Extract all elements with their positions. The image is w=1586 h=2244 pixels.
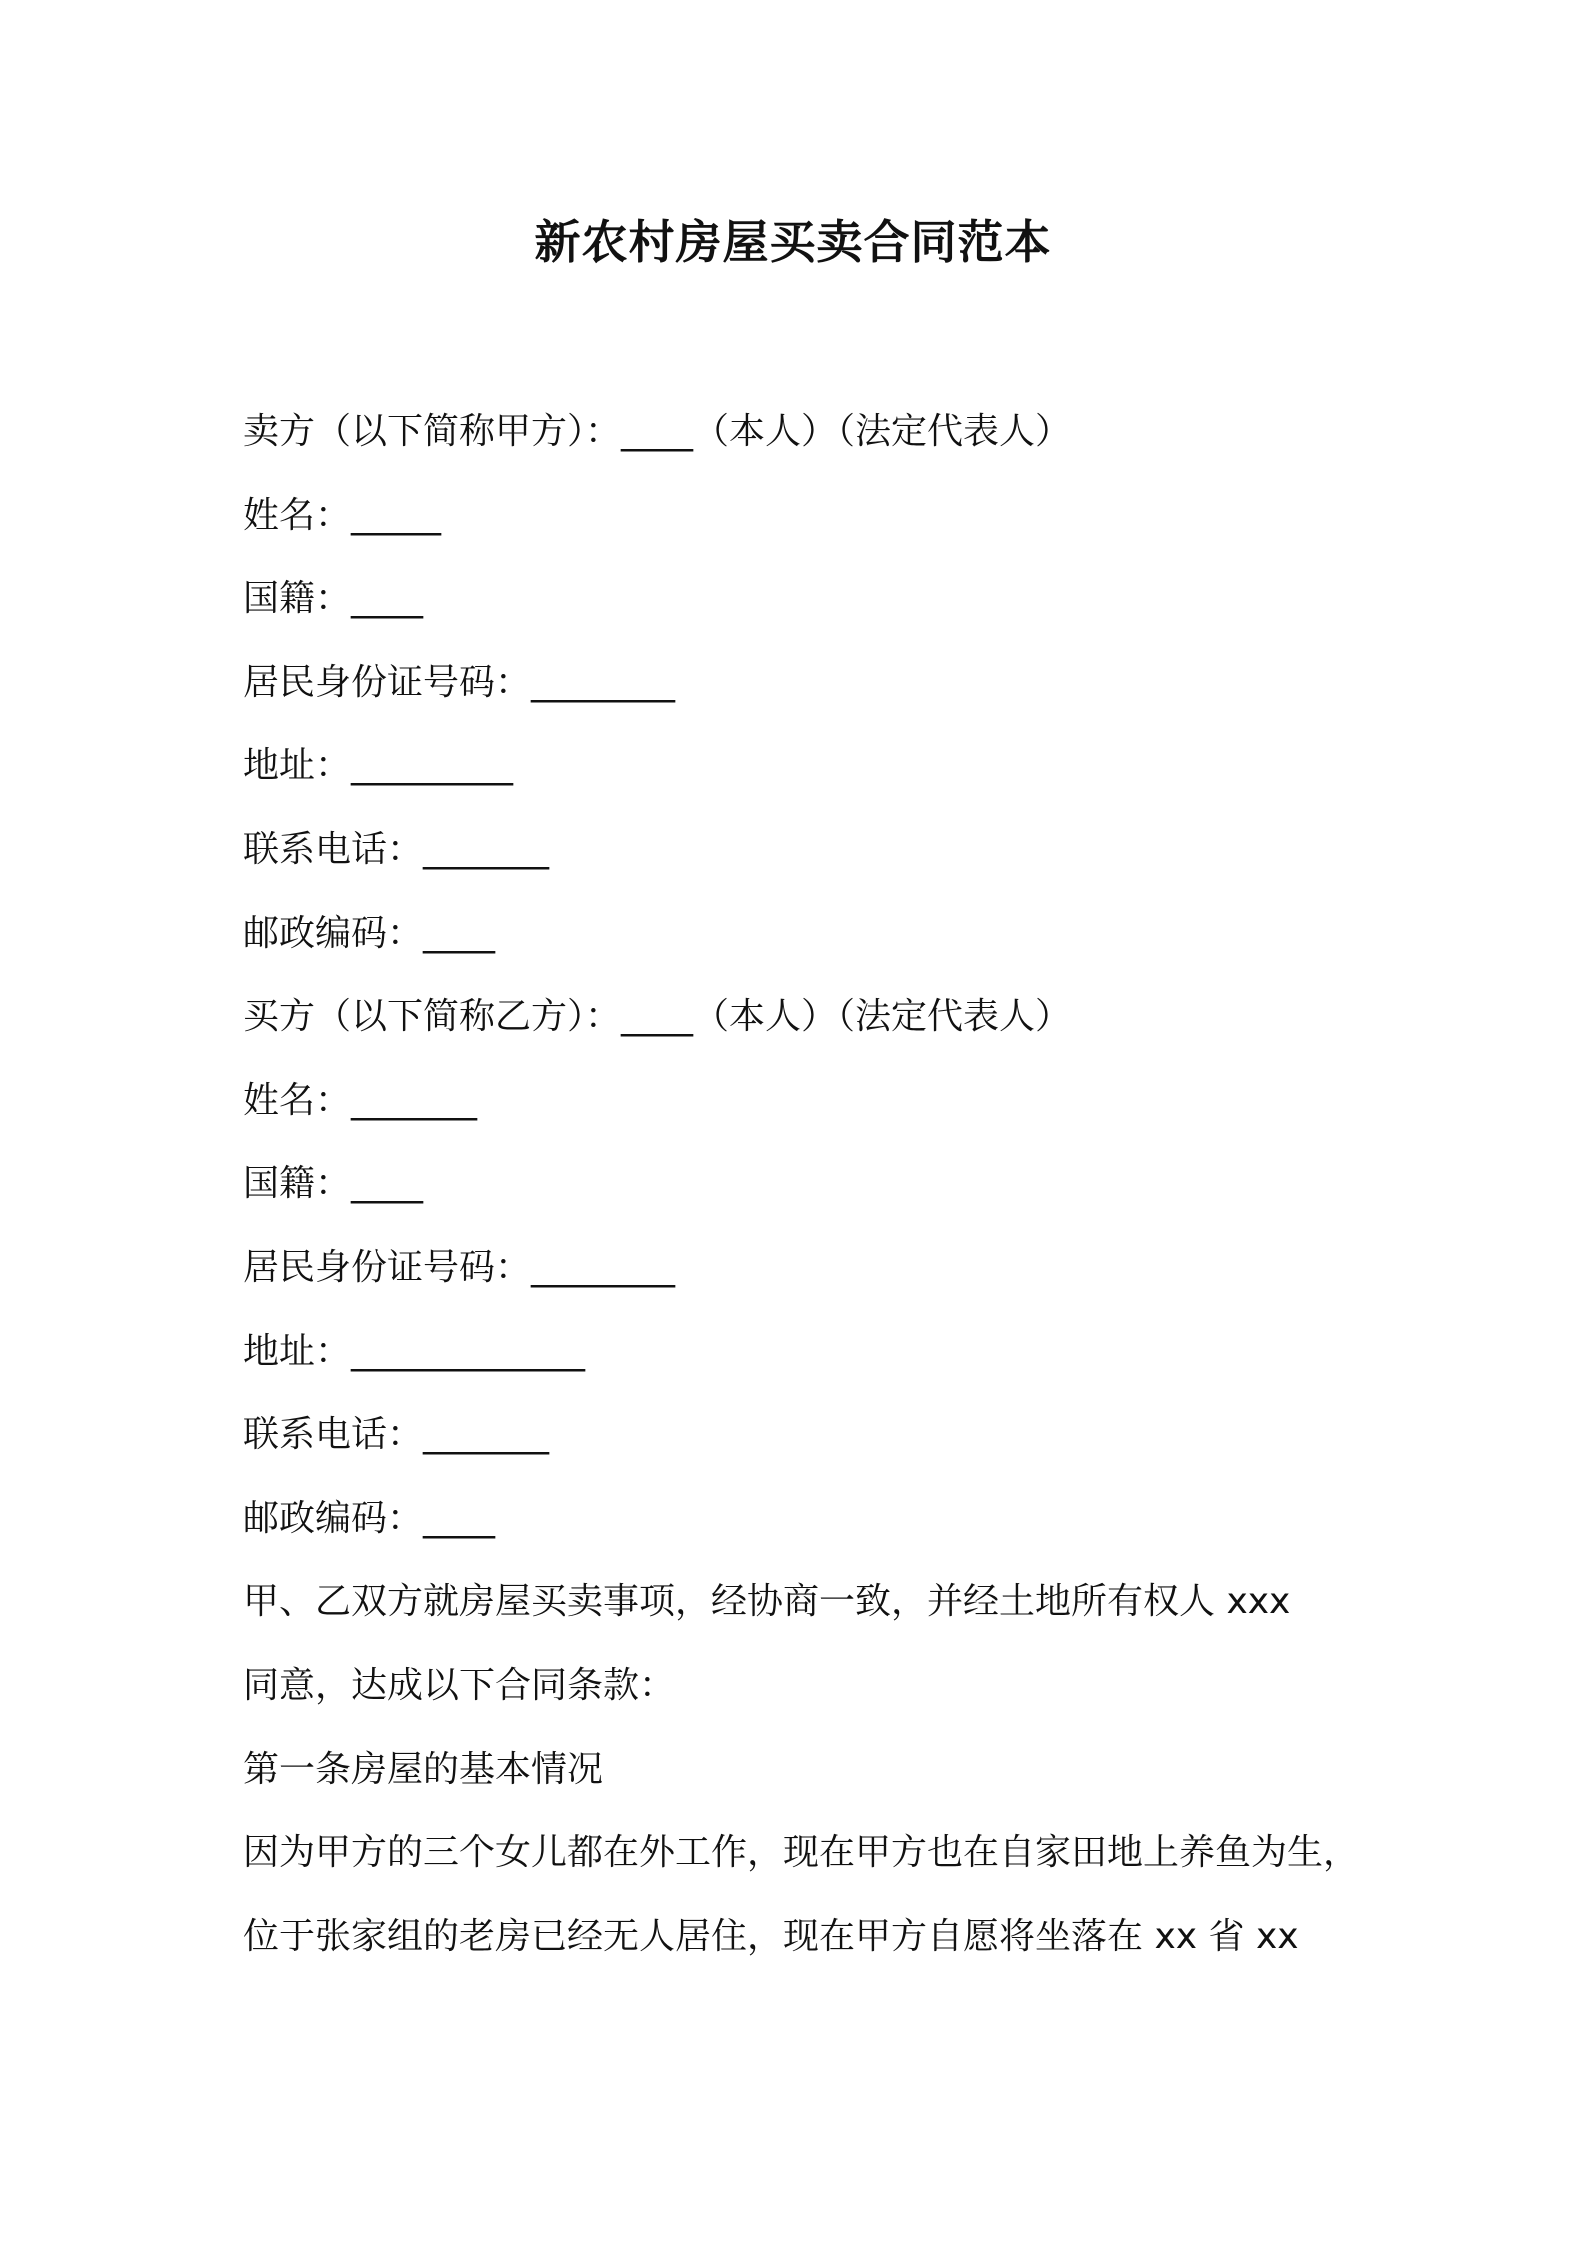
buyer-address-line: 地址：_____________ — [243, 1330, 586, 1372]
buyer-party-line: 买方（以下简称乙方）：____（本人）（法定代表人） — [243, 996, 1072, 1038]
buyer-postal-code-line: 邮政编码：____ — [243, 1497, 496, 1539]
seller-party-line: 卖方（以下简称甲方）：____（本人）（法定代表人） — [243, 411, 1072, 452]
article-one-paragraph-line: 因为甲方的三个女儿都在外工作，现在甲方也在自家田地上养鱼为生， — [243, 1832, 1360, 1874]
seller-name-line: 姓名：_____ — [243, 494, 442, 536]
buyer-name-line: 姓名：_______ — [243, 1079, 478, 1121]
buyer-nationality-line: 国籍：____ — [243, 1163, 424, 1205]
seller-nationality-line: 国籍：____ — [243, 578, 424, 620]
buyer-id-number-line: 居民身份证号码：________ — [243, 1246, 676, 1288]
document-title: 新农村房屋买卖合同范本 — [534, 215, 1052, 269]
agreement-paragraph-line: 甲、乙双方就房屋买卖事项，经协商一致，并经土地所有权人 xxx — [243, 1581, 1291, 1623]
article-one-heading: 第一条房屋的基本情况 — [243, 1748, 604, 1790]
agreement-paragraph-line: 同意，达成以下合同条款： — [243, 1664, 676, 1706]
buyer-phone-line: 联系电话：_______ — [243, 1414, 550, 1456]
seller-phone-line: 联系电话：_______ — [243, 828, 550, 870]
article-one-paragraph-line: 位于张家组的老房已经无人居住，现在甲方自愿将坐落在 xx 省 xx — [243, 1915, 1299, 1957]
seller-id-number-line: 居民身份证号码：________ — [243, 661, 676, 703]
document-body — [243, 402, 1393, 1990]
seller-address-line: 地址：_________ — [243, 745, 514, 787]
seller-postal-code-line: 邮政编码：____ — [243, 912, 496, 954]
